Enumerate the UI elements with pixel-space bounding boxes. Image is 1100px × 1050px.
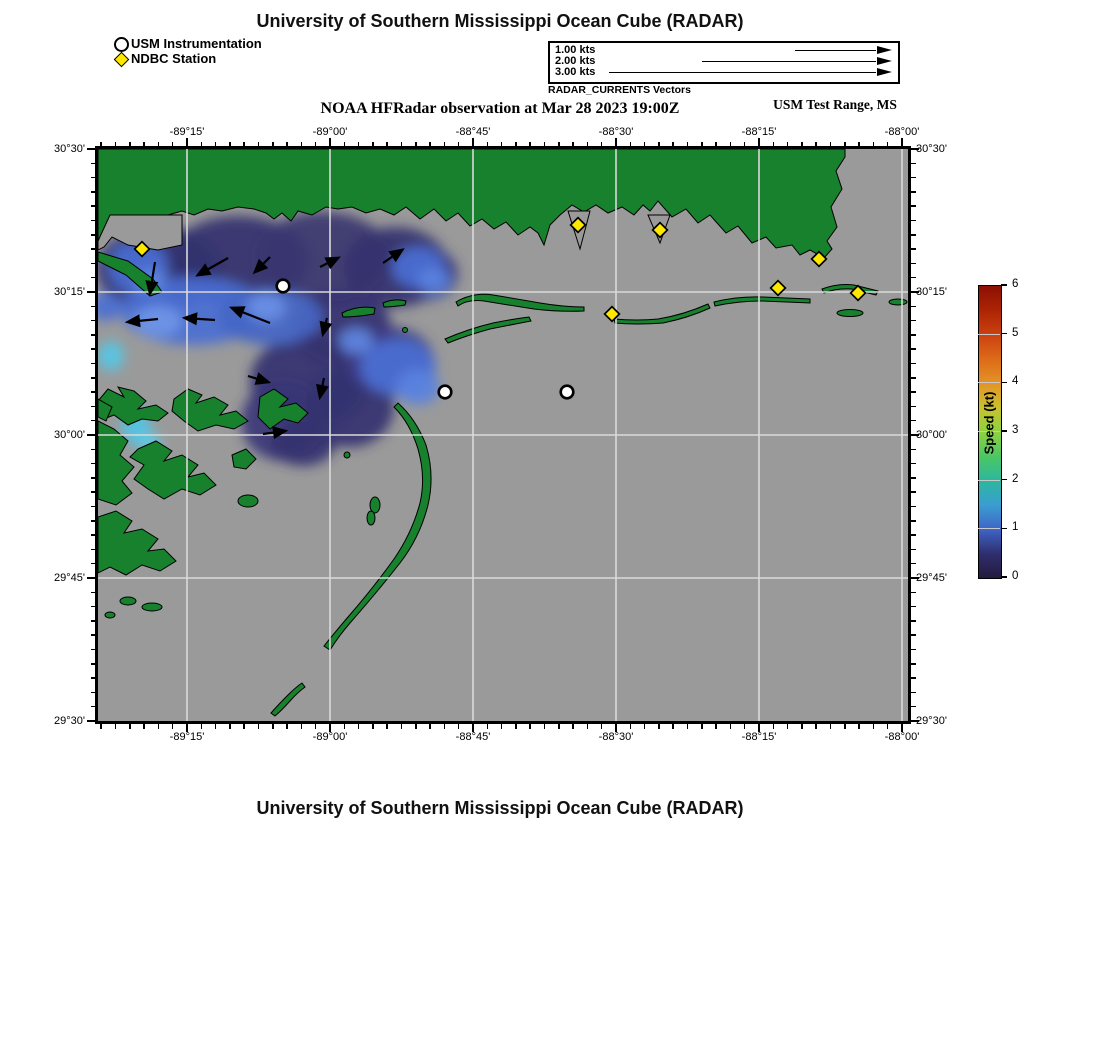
axis-tick [911, 692, 916, 694]
axis-tick [911, 549, 916, 551]
axis-tick [301, 724, 303, 729]
page-title-top: University of Southern Mississippi Ocean Cube (RADAR) [256, 11, 744, 31]
axis-tick [272, 142, 274, 147]
vectors-caption: RADAR_CURRENTS Vectors [548, 84, 691, 96]
axis-tick [758, 138, 760, 146]
axis-tick [815, 724, 817, 729]
axis-tick-label-left: 30°00' [54, 429, 85, 441]
axis-tick [172, 142, 174, 147]
axis-tick [911, 348, 916, 350]
axis-tick [91, 234, 96, 236]
axis-tick-label-left: 29°45' [54, 572, 85, 584]
axis-tick [91, 205, 96, 207]
axis-tick [444, 724, 446, 729]
axis-tick [429, 142, 431, 147]
vector-scale-arrowhead [877, 57, 892, 65]
axis-tick [344, 724, 346, 729]
axis-tick [801, 724, 803, 729]
range-label: USM Test Range, MS [773, 97, 897, 112]
axis-tick [87, 148, 95, 150]
axis-tick [911, 406, 916, 408]
axis-tick [91, 406, 96, 408]
axis-tick [386, 142, 388, 147]
axis-tick [873, 724, 875, 729]
axis-tick [91, 220, 96, 222]
speed-patch [271, 422, 335, 466]
axis-tick [358, 724, 360, 729]
axis-tick-label-bottom: -88°15' [741, 731, 777, 743]
axis-tick-label-right: 30°15' [916, 286, 947, 298]
vector-scale-label: 3.00 kts [555, 66, 596, 78]
speed-patch [98, 341, 124, 371]
axis-tick [91, 692, 96, 694]
axis-tick [258, 142, 260, 147]
map-canvas [98, 149, 908, 721]
legend-label-usm: USM Instrumentation [131, 36, 262, 51]
axis-tick [87, 720, 95, 722]
axis-tick-label-right: 30°00' [916, 429, 947, 441]
axis-tick [911, 277, 916, 279]
axis-tick-label-top: -88°15' [741, 126, 777, 138]
axis-tick [558, 724, 560, 729]
vector-scale-row [550, 67, 898, 78]
axis-tick [787, 724, 789, 729]
axis-tick [844, 142, 846, 147]
axis-tick [730, 142, 732, 147]
axis-tick [91, 491, 96, 493]
colorbar-tick-label: 1 [1012, 521, 1019, 534]
axis-tick [715, 724, 717, 729]
axis-tick [911, 420, 916, 422]
axis-tick [91, 634, 96, 636]
usm-station-marker [439, 386, 452, 399]
axis-tick-label-right: 30°30' [916, 143, 947, 155]
axis-tick [229, 142, 231, 147]
colorbar-tick-label: 5 [1012, 326, 1019, 339]
marsh-8 [238, 495, 258, 507]
axis-tick [911, 377, 916, 379]
axis-tick [587, 724, 589, 729]
axis-tick [744, 142, 746, 147]
colorbar-tick-label: 4 [1012, 375, 1019, 388]
axis-tick [911, 248, 916, 250]
axis-tick [911, 663, 916, 665]
axis-tick-label-left: 30°15' [54, 286, 85, 298]
axis-tick [129, 142, 131, 147]
islet-dot-2 [403, 328, 408, 333]
speed-patch [339, 328, 373, 354]
axis-tick [911, 677, 916, 679]
axis-tick [91, 520, 96, 522]
axis-tick [372, 142, 374, 147]
axis-tick-label-top: -89°15' [169, 126, 205, 138]
axis-tick [658, 142, 660, 147]
axis-tick [501, 142, 503, 147]
axis-tick [91, 463, 96, 465]
axis-tick [744, 724, 746, 729]
axis-tick [630, 142, 632, 147]
axis-tick [172, 724, 174, 729]
axis-tick-label-bottom: -89°00' [312, 731, 348, 743]
vector-scale-arrowhead [877, 68, 892, 76]
axis-tick [91, 549, 96, 551]
axis-tick-label-bottom: -88°45' [455, 731, 491, 743]
axis-tick [911, 477, 916, 479]
axis-tick [901, 138, 903, 146]
axis-tick [91, 391, 96, 393]
axis-tick [887, 142, 889, 147]
axis-tick [487, 142, 489, 147]
colorbar-gridline [978, 528, 1000, 529]
vector-scale-box [548, 41, 900, 84]
axis-tick [544, 724, 546, 729]
axis-tick [115, 724, 117, 729]
axis-tick [911, 263, 916, 265]
axis-tick [858, 142, 860, 147]
axis-tick [701, 724, 703, 729]
usm-station-marker [277, 280, 290, 293]
axis-tick-label-bottom: -89°15' [169, 731, 205, 743]
vector-scale-row [550, 45, 898, 56]
axis-tick [91, 306, 96, 308]
axis-tick [672, 142, 674, 147]
axis-tick [911, 205, 916, 207]
axis-tick [158, 724, 160, 729]
axis-tick [91, 592, 96, 594]
axis-tick [91, 263, 96, 265]
axis-tick [844, 724, 846, 729]
axis-tick-label-top: -88°45' [455, 126, 491, 138]
axis-tick [773, 142, 775, 147]
axis-tick [911, 706, 916, 708]
axis-tick [301, 142, 303, 147]
axis-tick [687, 142, 689, 147]
axis-tick [415, 142, 417, 147]
axis-tick [672, 724, 674, 729]
axis-tick [911, 520, 916, 522]
axis-tick-label-top: -88°00' [884, 126, 920, 138]
island-small-2 [889, 299, 907, 305]
axis-tick-label-bottom: -88°00' [884, 731, 920, 743]
axis-tick [429, 724, 431, 729]
axis-tick [91, 477, 96, 479]
axis-tick [587, 142, 589, 147]
vector-scale-line [609, 72, 876, 73]
marsh-islet-3 [105, 612, 115, 618]
axis-tick [572, 724, 574, 729]
axis-tick [658, 724, 660, 729]
axis-tick-label-left: 29°30' [54, 715, 85, 727]
axis-tick [911, 606, 916, 608]
axis-tick [143, 724, 145, 729]
axis-tick [911, 506, 916, 508]
axis-tick-label-left: 30°30' [54, 143, 85, 155]
axis-tick-label-bottom: -88°30' [598, 731, 634, 743]
axis-tick [243, 724, 245, 729]
axis-tick [91, 420, 96, 422]
axis-tick [201, 142, 203, 147]
axis-tick [87, 577, 95, 579]
axis-tick [858, 724, 860, 729]
axis-tick [911, 620, 916, 622]
vector-scale-line [702, 61, 876, 62]
axis-tick [158, 142, 160, 147]
usm-station-marker [561, 386, 574, 399]
axis-tick [787, 142, 789, 147]
page-title-bottom: University of Southern Mississippi Ocean Cube (RADAR) [256, 798, 744, 818]
axis-tick [243, 142, 245, 147]
axis-tick [911, 234, 916, 236]
axis-tick [487, 724, 489, 729]
axis-tick [91, 191, 96, 193]
colorbar-gridline [978, 334, 1000, 335]
axis-tick [911, 363, 916, 365]
axis-tick-label-right: 29°30' [916, 715, 947, 727]
axis-tick [773, 724, 775, 729]
axis-tick [286, 724, 288, 729]
axis-tick [458, 724, 460, 729]
axis-tick [91, 377, 96, 379]
legend-label-ndbc: NDBC Station [131, 51, 217, 66]
axis-tick [601, 142, 603, 147]
island-small-1 [837, 310, 863, 317]
axis-tick [344, 142, 346, 147]
axis-tick [186, 138, 188, 146]
axis-tick [87, 291, 95, 293]
axis-tick [911, 177, 916, 179]
axis-tick [315, 724, 317, 729]
axis-tick [91, 320, 96, 322]
vector-scale-arrowhead [877, 46, 892, 54]
marsh-islet-2 [142, 603, 162, 611]
axis-tick [458, 142, 460, 147]
axis-tick [544, 142, 546, 147]
axis-tick [91, 649, 96, 651]
axis-tick [91, 506, 96, 508]
colorbar-tick [1001, 576, 1007, 577]
axis-tick [701, 142, 703, 147]
axis-tick [91, 663, 96, 665]
axis-tick [91, 348, 96, 350]
axis-tick [91, 363, 96, 365]
axis-tick [630, 724, 632, 729]
axis-tick [272, 724, 274, 729]
axis-tick [115, 142, 117, 147]
islet-arc-w2 [367, 511, 375, 525]
axis-tick [687, 724, 689, 729]
axis-tick [911, 649, 916, 651]
axis-tick [87, 434, 95, 436]
axis-tick [100, 724, 102, 729]
speed-patch [418, 268, 450, 294]
axis-tick [815, 142, 817, 147]
vector-scale-label: 2.00 kts [555, 55, 596, 67]
axis-tick [911, 463, 916, 465]
axis-tick [91, 563, 96, 565]
axis-tick [911, 334, 916, 336]
axis-tick [911, 449, 916, 451]
vector-scale-row [550, 56, 898, 67]
colorbar-tick [1001, 430, 1007, 431]
colorbar-tick-label: 3 [1012, 424, 1019, 436]
axis-tick [601, 724, 603, 729]
speed-patch [396, 369, 440, 405]
axis-tick [91, 449, 96, 451]
axis-tick [415, 724, 417, 729]
axis-tick [911, 191, 916, 193]
axis-tick [215, 142, 217, 147]
vector-scale-line [795, 50, 876, 51]
axis-tick [258, 724, 260, 729]
axis-tick [91, 248, 96, 250]
axis-tick [91, 620, 96, 622]
axis-tick [515, 142, 517, 147]
axis-tick [215, 724, 217, 729]
axis-tick [286, 142, 288, 147]
islet-dot-1 [344, 452, 350, 458]
axis-tick-label-top: -89°00' [312, 126, 348, 138]
axis-tick-label-top: -88°30' [598, 126, 634, 138]
axis-tick [911, 306, 916, 308]
axis-tick [515, 724, 517, 729]
colorbar-tick [1001, 382, 1007, 383]
axis-tick [129, 724, 131, 729]
axis-tick-label-right: 29°45' [916, 572, 947, 584]
axis-tick [401, 724, 403, 729]
axis-tick [911, 634, 916, 636]
colorbar-tick [1001, 528, 1007, 529]
axis-tick [201, 724, 203, 729]
axis-tick [572, 142, 574, 147]
axis-tick [801, 142, 803, 147]
axis-tick [730, 724, 732, 729]
axis-tick [558, 142, 560, 147]
axis-tick [91, 277, 96, 279]
axis-tick [229, 724, 231, 729]
axis-tick [91, 677, 96, 679]
axis-tick [615, 138, 617, 146]
axis-tick [143, 142, 145, 147]
marsh-islet-1 [120, 597, 136, 605]
axis-tick [100, 142, 102, 147]
axis-tick [91, 706, 96, 708]
axis-tick [91, 334, 96, 336]
axis-tick [315, 142, 317, 147]
colorbar-tick [1001, 333, 1007, 334]
axis-tick [873, 142, 875, 147]
axis-tick [329, 138, 331, 146]
axis-tick [91, 163, 96, 165]
axis-tick [911, 320, 916, 322]
axis-tick [830, 142, 832, 147]
axis-tick [715, 142, 717, 147]
axis-tick [644, 724, 646, 729]
colorbar-tick-label: 6 [1012, 278, 1019, 290]
axis-tick [91, 606, 96, 608]
axis-tick [911, 592, 916, 594]
colorbar-tick-label: 2 [1012, 472, 1019, 485]
axis-tick [529, 142, 531, 147]
axis-tick [911, 391, 916, 393]
colorbar-tick [1001, 284, 1007, 285]
axis-tick [911, 534, 916, 536]
colorbar-title: Speed (kt) [981, 391, 997, 455]
axis-tick [529, 724, 531, 729]
axis-tick [644, 142, 646, 147]
ndbc-diamond-icon [114, 52, 130, 68]
axis-tick [501, 724, 503, 729]
axis-tick [401, 142, 403, 147]
axis-tick [887, 724, 889, 729]
axis-tick [911, 163, 916, 165]
axis-tick [386, 724, 388, 729]
axis-tick [472, 138, 474, 146]
axis-tick [911, 491, 916, 493]
axis-tick [911, 220, 916, 222]
axis-tick [91, 534, 96, 536]
vector-scale-label: 1.00 kts [555, 44, 596, 56]
axis-tick [91, 177, 96, 179]
colorbar-tick [1001, 479, 1007, 480]
axis-tick [830, 724, 832, 729]
axis-tick [372, 724, 374, 729]
axis-tick [444, 142, 446, 147]
axis-tick [911, 563, 916, 565]
colorbar-tick-label: 0 [1012, 570, 1019, 582]
axis-tick [358, 142, 360, 147]
observation-subtitle: NOAA HFRadar observation at Mar 28 2023 19:00Z [320, 100, 680, 117]
usm-circle-icon [114, 37, 129, 52]
